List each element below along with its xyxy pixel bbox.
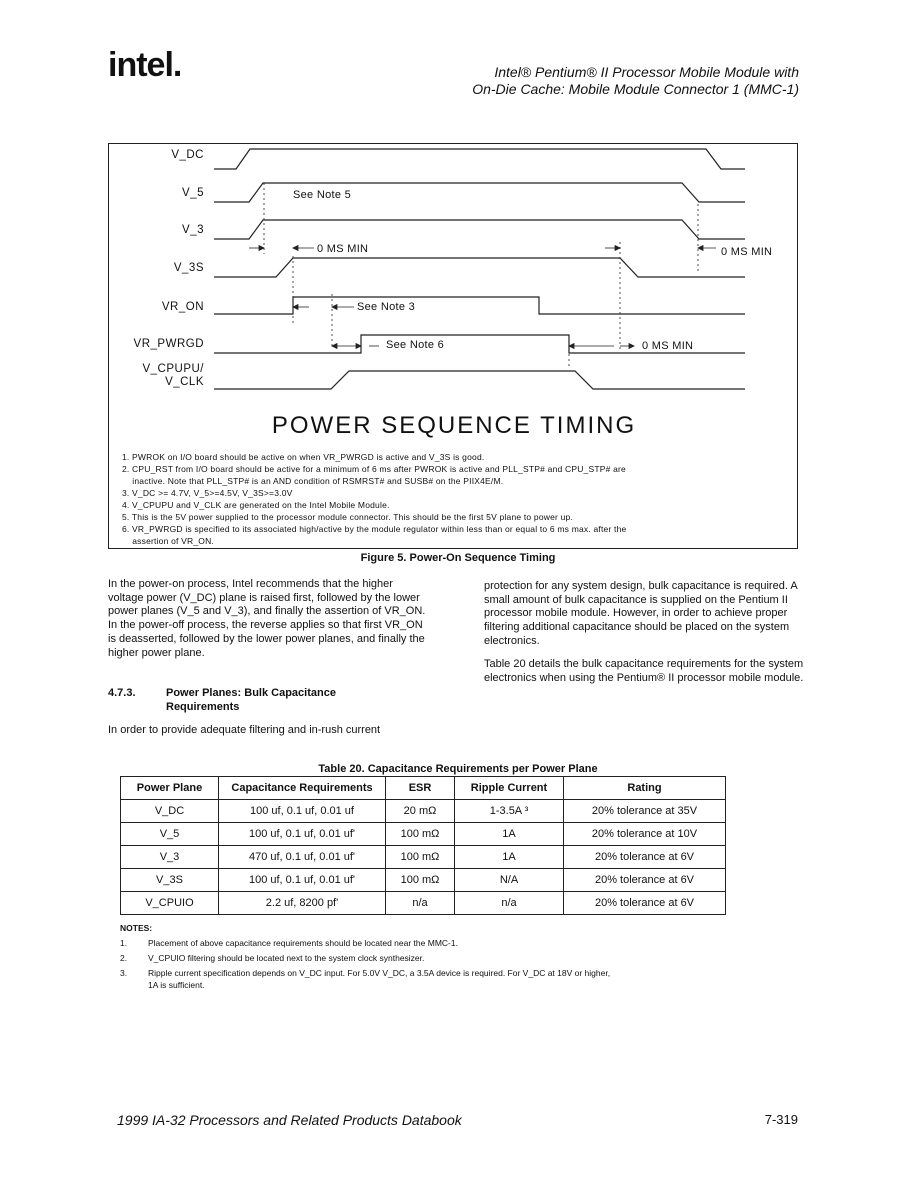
- table-cell: 20% tolerance at 6V: [564, 869, 726, 892]
- signal-label-v-clk: V_CLK: [165, 376, 204, 388]
- table-cell: 1-3.5A ³: [455, 800, 564, 823]
- column-header: ESR: [386, 777, 455, 800]
- table-row: [121, 800, 726, 823]
- table-cell: V_5: [121, 823, 219, 846]
- signal-label-vdc: V_DC: [171, 149, 204, 161]
- signal-label-v5: V_5: [182, 187, 204, 199]
- table-cell: 100 mΩ: [386, 846, 455, 869]
- label-0ms-min-v3s: 0 MS MIN: [317, 243, 369, 255]
- section-title: Power Planes: Bulk Capacitance Requirements: [166, 687, 336, 713]
- table-cell: 20% tolerance at 35V: [564, 800, 726, 823]
- figure-note: 6. VR_PWRGD is specified to its associated high/active by the module regulator within less than or equal to 6 ms max. after the: [122, 524, 627, 534]
- table-row: [121, 892, 726, 915]
- figure-note: 2. CPU_RST from I/O board should be active for a minimum of 6 ms after PWROK is active and PLL_STP# and CPU_STP# are: [122, 464, 626, 474]
- table-cell: 100 uf, 0.1 uf, 0.01 uf: [219, 800, 386, 823]
- table-note-text: 1A is sufficient.: [148, 980, 205, 990]
- table-cell: N/A: [455, 869, 564, 892]
- table-note-text: V_CPUIO filtering should be located next to the system clock synthesizer.: [148, 953, 425, 963]
- table-row: [121, 823, 726, 846]
- signal-label-v3s: V_3S: [173, 262, 204, 274]
- waveform-v3s: [214, 258, 745, 277]
- paragraph-table-reference: Table 20 details the bulk capacitance requirements for the system electronics when using the Pentium® II processor mobile module.: [484, 658, 804, 684]
- waveform-v-cpupu-clk: [214, 371, 745, 389]
- figure-note: 4. V_CPUPU and V_CLK are generated on the Intel Mobile Module.: [122, 500, 390, 510]
- label-see-note-6: See Note 6: [386, 339, 445, 351]
- table-cell: 20% tolerance at 6V: [564, 892, 726, 915]
- capacitance-table: [120, 776, 726, 915]
- label-0ms-min-v3-off: 0 MS MIN: [721, 246, 773, 258]
- table-cell: 20% tolerance at 10V: [564, 823, 726, 846]
- figure-note: 3. V_DC >= 4.7V, V_5>=4.5V, V_3S>=3.0V: [122, 488, 293, 498]
- table-row: [121, 846, 726, 869]
- table-cell: 20 mΩ: [386, 800, 455, 823]
- figure-note: assertion of VR_ON.: [122, 536, 214, 546]
- table-note-text: Ripple current specification depends on V_DC input. For 5.0V V_DC, a 3.5A device is required. For V_DC at 18V or higher,: [148, 968, 611, 978]
- table-note-number: 2.: [120, 953, 128, 963]
- table-cell: 100 uf, 0.1 uf, 0.01 uf': [219, 869, 386, 892]
- table-cell: 100 mΩ: [386, 869, 455, 892]
- figure-note: 1. PWROK on I/O board should be active on when VR_PWRGD is active and V_3S is good.: [122, 452, 485, 462]
- paragraph-bulk-capacitance: protection for any system design, bulk capacitance is required. A small amount of bulk capacitance is supplied on the Pentium II processor mobile module. However, in order to achieve proper filtering additional capacitance should be placed on the system electronics.: [484, 580, 798, 647]
- signal-label-v3: V_3: [182, 224, 204, 236]
- table-cell: 470 uf, 0.1 uf, 0.01 uf': [219, 846, 386, 869]
- table-cell: V_CPUIO: [121, 892, 219, 915]
- column-header: Capacitance Requirements: [219, 777, 386, 800]
- column-header: Rating: [564, 777, 726, 800]
- table-row: [121, 869, 726, 892]
- figure-title: POWER SEQUENCE TIMING: [271, 412, 637, 439]
- table-cell: 100 mΩ: [386, 823, 455, 846]
- table-note-number: 3.: [120, 968, 128, 978]
- section-number: 4.7.3.: [108, 687, 136, 699]
- column-header: Ripple Current: [455, 777, 564, 800]
- figure-caption: Figure 5. Power-On Sequence Timing: [360, 552, 556, 564]
- table-cell: V_DC: [121, 800, 219, 823]
- table-cell: 1A: [455, 846, 564, 869]
- table-cell: 2.2 uf, 8200 pf': [219, 892, 386, 915]
- signal-label-vr-pwrgd: VR_PWRGD: [133, 338, 204, 350]
- table-cell: V_3S: [121, 869, 219, 892]
- label-see-note-5: See Note 5: [293, 189, 352, 201]
- signal-label-v-cpupu: V_CPUPU/: [142, 363, 204, 375]
- intel-logo: intel.: [108, 46, 182, 84]
- column-header: Power Plane: [121, 777, 219, 800]
- paragraph-power-on-process: In the power-on process, Intel recommends that the higher voltage power (V_DC) plane is raised first, followed by the lower power planes (V_5 and V_3), and finally the assertion of VR_ON. In the power-off process, the reverse applies so that first VR_ON is deasserted, followed by the lower power planes, and finally the higher power plane.: [108, 578, 426, 659]
- table-cell: 100 uf, 0.1 uf, 0.01 uf': [219, 823, 386, 846]
- waveform-v3: [214, 220, 745, 239]
- header-title-line2: On-Die Cache: Mobile Module Connector 1 (MMC-1): [472, 81, 799, 97]
- table-cell: n/a: [386, 892, 455, 915]
- footer-book-title: 1999 IA-32 Processors and Related Products Databook: [117, 1112, 462, 1128]
- figure-note: 5. This is the 5V power supplied to the processor module connector. This should be the first 5V plane to power up.: [122, 512, 574, 522]
- timing-diagram-figure: [108, 143, 798, 549]
- label-see-note-3: See Note 3: [357, 301, 416, 313]
- footer-page-number: 7-319: [764, 1112, 798, 1127]
- table-caption: Table 20. Capacitance Requirements per Power Plane: [318, 763, 598, 775]
- signal-label-vr-on: VR_ON: [161, 301, 204, 313]
- table-cell: 1A: [455, 823, 564, 846]
- label-0ms-min-pwrgd: 0 MS MIN: [642, 340, 694, 352]
- table-notes-title: NOTES:: [120, 923, 153, 933]
- header-title-line1: Intel® Pentium® II Processor Mobile Module with: [494, 64, 799, 80]
- table-cell: 20% tolerance at 6V: [564, 846, 726, 869]
- table-note-number: 1.: [120, 938, 128, 948]
- paragraph-filtering: In order to provide adequate filtering and in-rush current: [108, 724, 381, 736]
- waveform-vr-on: [214, 297, 745, 314]
- table-cell: n/a: [455, 892, 564, 915]
- table-header-row: [121, 777, 726, 800]
- table-cell: V_3: [121, 846, 219, 869]
- figure-note: inactive. Note that PLL_STP# is an AND condition of RSMRST# and SUSB# on the PIIX4E/M.: [122, 476, 504, 486]
- waveform-vdc: [214, 149, 745, 169]
- table-note-text: Placement of above capacitance requirements should be located near the MMC-1.: [148, 938, 458, 948]
